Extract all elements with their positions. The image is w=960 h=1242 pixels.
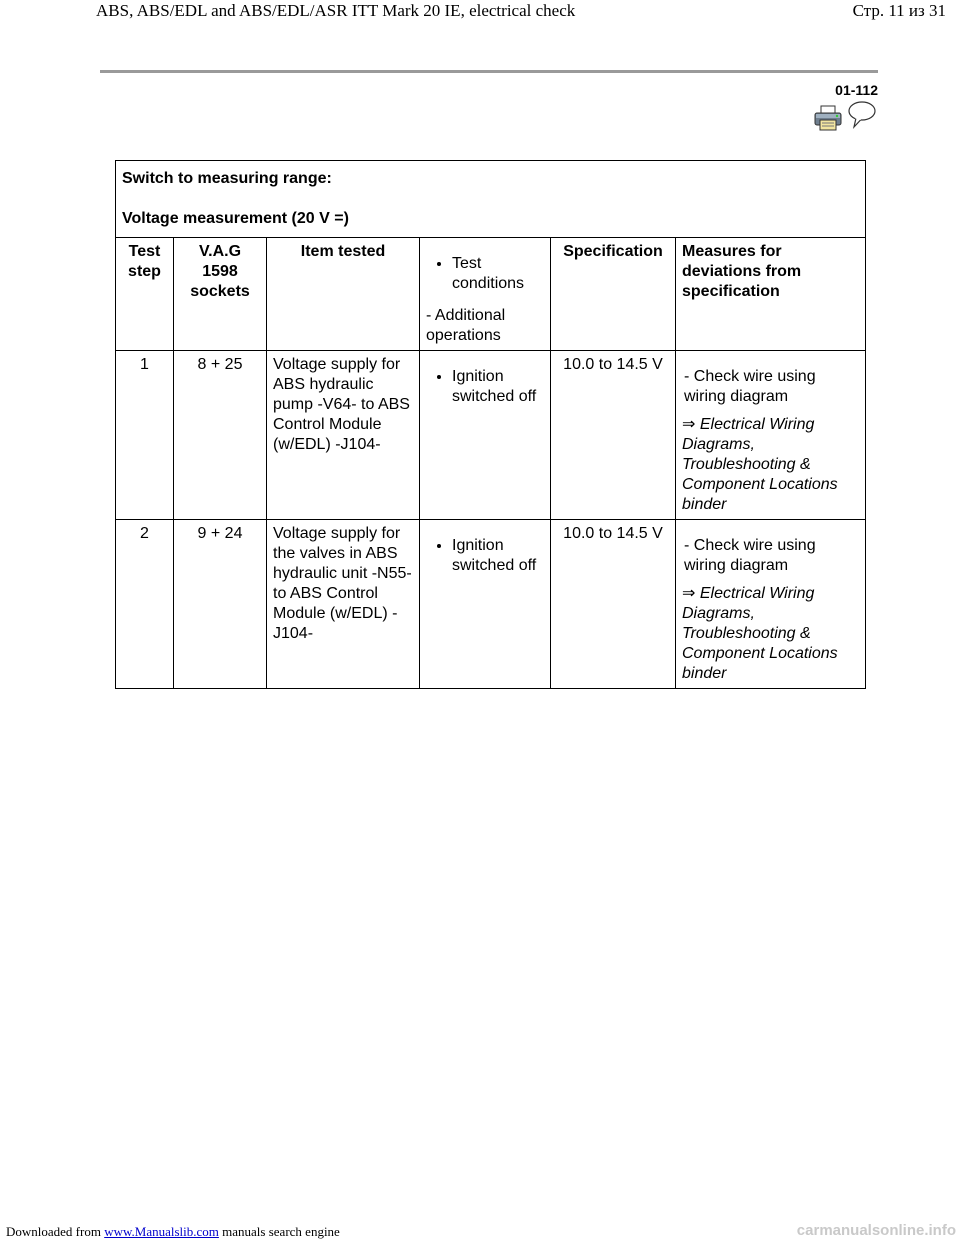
- measure-text: - Check wire using wiring diagram: [684, 368, 816, 405]
- wiring-reference-text: Electrical Wiring Diagrams, Troubleshooting & Component Locations binder: [682, 416, 838, 513]
- wiring-reference-text: Electrical Wiring Diagrams, Troubleshooting & Component Locations binder: [682, 585, 838, 682]
- col-conditions: [420, 238, 551, 351]
- page-footer: [0, 1222, 960, 1242]
- document-title: ABS, ABS/EDL and ABS/EDL/ASR ITT Mark 20 IE, electrical check: [96, 1, 576, 20]
- measuring-range-cell: [116, 161, 866, 238]
- sockets-cell: 8 + 25: [174, 351, 267, 520]
- condition-bullet: • Ignition switched off: [452, 367, 544, 407]
- specification-cell: 10.0 to 14.5 V: [551, 520, 676, 689]
- col-item-tested: Item tested: [267, 238, 420, 351]
- measuring-range-label: Switch to measuring range:: [122, 170, 332, 187]
- measures-cell: [676, 520, 866, 689]
- download-suffix: manuals search engine: [222, 1224, 340, 1239]
- item-tested-cell: Voltage supply for the valves in ABS hydraulic unit -N55- to ABS Control Module (w/EDL) -J104-: [267, 520, 420, 689]
- arrow-right-icon: ⇒: [682, 416, 696, 433]
- test-step-cell: 2: [116, 520, 174, 689]
- condition-cell: [420, 351, 551, 520]
- col-conditions-additional: - Additional operations: [426, 307, 506, 344]
- condition-bullet: • Ignition switched off: [452, 536, 544, 576]
- page-indicator: Стр. 11 из 31: [852, 1, 946, 20]
- wiring-reference-link[interactable]: [682, 415, 859, 515]
- measure-text: - Check wire using wiring diagram: [684, 537, 816, 574]
- download-notice: [6, 1224, 340, 1240]
- comment-bubble-icon[interactable]: [847, 100, 877, 130]
- measurement-table: [115, 160, 866, 689]
- measures-cell: [676, 351, 866, 520]
- table-row: [116, 520, 866, 689]
- col-conditions-bullet: • Test conditions: [452, 254, 544, 294]
- voltage-range-label: Voltage measurement (20 V =): [122, 210, 349, 227]
- table-row: [116, 351, 866, 520]
- col-measures: Measures for deviations from specification: [676, 238, 866, 351]
- col-test-step: Test step: [116, 238, 174, 351]
- page-code: 01-112: [835, 82, 878, 98]
- col-sockets: V.A.G 1598 sockets: [174, 238, 267, 351]
- arrow-right-icon: ⇒: [682, 585, 696, 602]
- watermark: carmanualsonline.info: [796, 1222, 956, 1239]
- manualslib-link[interactable]: www.Manualslib.com: [104, 1224, 219, 1239]
- measuring-range-row: [116, 161, 866, 238]
- printer-icon[interactable]: [814, 105, 842, 131]
- header-divider: [100, 70, 878, 73]
- col-specification: Specification: [551, 238, 676, 351]
- condition-cell: [420, 520, 551, 689]
- test-step-cell: 1: [116, 351, 174, 520]
- item-tested-cell: Voltage supply for ABS hydraulic pump -V64- to ABS Control Module (w/EDL) -J104-: [267, 351, 420, 520]
- download-prefix: Downloaded from: [6, 1224, 101, 1239]
- specification-cell: 10.0 to 14.5 V: [551, 351, 676, 520]
- wiring-reference-link[interactable]: [682, 584, 859, 684]
- sockets-cell: 9 + 24: [174, 520, 267, 689]
- column-header-row: [116, 238, 866, 351]
- page-header: [0, 0, 960, 22]
